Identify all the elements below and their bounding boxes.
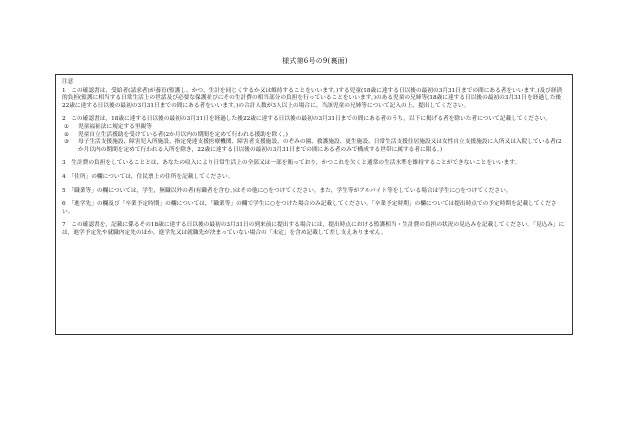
note-6: 6 「進学先」の欄及び「卒業予定時期」の欄については，「職業等」の欄で学生に○をつけた場合のみ記載してください。「卒業予定時期」の欄については提出時点での予定時期を記載してください。 — [62, 201, 557, 215]
note-4: 4 「住所」の欄については，住民票上の住所を記載してください。 — [62, 173, 234, 180]
list-item — [62, 124, 566, 132]
list-item — [62, 139, 566, 154]
note-2-exclusion-list — [62, 124, 566, 154]
list-item-mark: ② — [64, 131, 70, 138]
list-item-text: 母子生活支援施設、障害児入所施設、指定発達支援医療機関、障害者支援施設、のぞみの園、救護施設、更生施設、日常生活支援住居施設又は女性自立支援施設に入所又は入院している者(2か月以内の期間を定めて行われる入所を除き，22歳に達する日以後の最初の3月31日までの間にある者のみで構成する世帯に属する者に限る。) — [78, 139, 562, 153]
form-title: 様式第6号の9(裏面) — [282, 57, 348, 65]
note-2-block — [62, 116, 566, 154]
list-item-mark: ③ — [64, 139, 70, 146]
note-7: 7 この確認書を，記載に係るその18歳に達する日以後の最初の3月31日の到来前に提出する場合には，提出時点における監護相当・生計費の負担の状況の見込みを記載してください。「見込み」には，進学予定先や就職内定先のほか，進学先又は就職先が決まっていない場合の「未定」を含め記載して差し支えありません。 — [62, 222, 565, 236]
note-2: 2 この確認書は，18歳に達する日以後の最初の3月31日を経過した後22歳に達する日以後の最初の3月31日までの間にある者のうち，以下に掲げる者を除いた者について記載してください。 — [62, 116, 552, 123]
list-item-text: 児童福祉法に規定する里親等 — [78, 123, 152, 130]
notes-box — [55, 74, 573, 335]
note-1: 1 この確認書は，受給者(請求者)が養育(監護し、かつ、生計を同じくするか又は維持することをいいます。)する児童(18歳に達する日以後の最初の3月31日までの間にある者をいいます。)及び経済的負担(監護に相当する日常生活上の世話及び必要な保護並びにその生計費の相当部分の負担を行っていることをいいます。)のある児童の兄姉等(18歳に達する日以後の最初の3月31日を経過した後22歳に達する日以後の最初の3月31日までの間にある者をいいます。)の合計人数が3人以上の場合に、当該児童の兄姉等について記入の上、提出してください。 — [62, 87, 563, 109]
list-item-mark: ① — [64, 123, 70, 130]
notes-heading: 注意 — [62, 79, 74, 85]
note-3: 3 生計費の負担をしていることとは、あなたの収入により日常生活上の全部又は一部を賄っており，かつこれを欠くと通常の生活水準を維持することができないことをいいます。 — [62, 160, 521, 167]
note-5: 5 「職業等」の欄については，学生，無職以外の者(有職者を含む。)はその他に○をつけてください。また，学生等がアルバイト等をしている場合は学生に○をつけてください。 — [62, 187, 512, 194]
list-item-text: 児童自立生活援助を受けている者(2か月以内の期間を定めて行われる援助を除く。) — [78, 131, 288, 138]
